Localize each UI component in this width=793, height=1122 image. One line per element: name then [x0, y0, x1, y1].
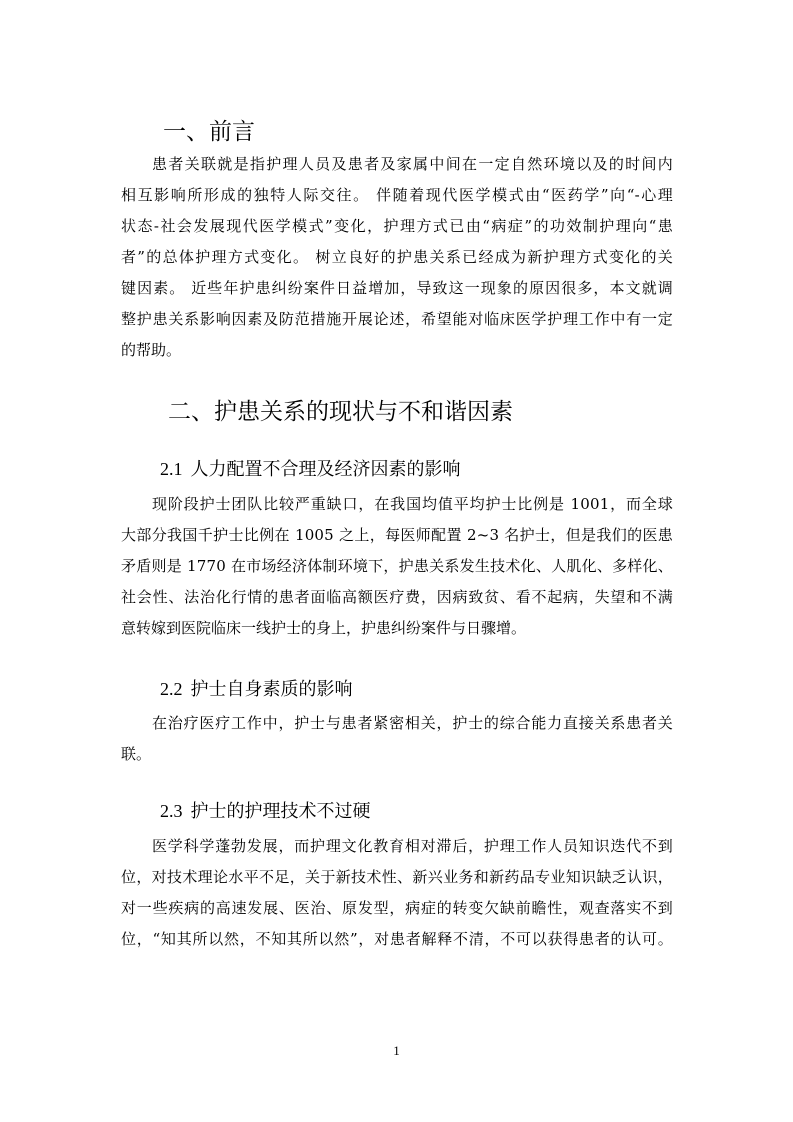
paragraph-line: 者”的总体护理方式变化。 树立良好的护患关系已经成为新护理方式变化的关	[121, 248, 673, 266]
subsection-2-1-paragraph	[121, 489, 673, 644]
paragraph-line: 医学科学蓬勃发展，而护理文化教育相对滞后，护理工作人员知识迭代不到	[152, 837, 673, 855]
paragraph-line: 联。	[121, 745, 152, 763]
paragraph-line: 相互影响所形成的独特人际交往。 伴随着现代医学模式由“医药学”向“-心理	[121, 186, 673, 204]
paragraph-line: 的帮助。	[121, 341, 182, 359]
paragraph-line: 现阶段护士团队比较严重缺口，在我国均值平均护士比例是 1001，而全球	[152, 495, 673, 513]
section-heading-status: 二、护患关系的现状与不和谐因素	[168, 399, 513, 425]
subsection-number: 2.3	[160, 801, 183, 821]
page-number: 1	[393, 1043, 400, 1058]
paragraph-line: 大部分我国千护士比例在 1005 之上，每医师配置 2~3 名护士，但是我们的医患	[121, 526, 673, 544]
paragraph-line: 社会性、法治化行情的患者面临高额医疗费，因病致贫、看不起病，失望和不满	[121, 588, 673, 606]
paragraph-line: 对一些疾病的高速发展、医治、原发型，病症的转变欠缺前瞻性，观查落实不到	[121, 899, 673, 917]
subsection-number: 2.1	[160, 459, 183, 479]
section-heading-preface: 一、前言	[163, 119, 255, 145]
paragraph-line: 整护患关系影响因素及防范措施开展论述，希望能对临床医学护理工作中有一定	[121, 310, 673, 328]
subsection-2-2-paragraph	[121, 708, 673, 770]
paragraph-line: 在治疗医疗工作中，护士与患者紧密相关，护士的综合能力直接关系患者关	[152, 714, 673, 732]
subsection-title: 护士自身素质的影响	[190, 679, 353, 700]
paragraph-line: 位，对技术理论水平不足，关于新技术性、新兴业务和新药品专业知识缺乏认识，	[121, 868, 673, 886]
paragraph-line: 患者关联就是指护理人员及患者及家属中间在一定自然环境以及的时间内	[152, 155, 673, 173]
subsection-2-3-paragraph	[121, 831, 673, 955]
paragraph-line: 意转嫁到医院临床一线护士的身上，护患纠纷案件与日骤增。	[121, 619, 527, 637]
subsection-heading-2-1	[160, 457, 461, 482]
paragraph-line: 状态-社会发展现代医学模式”变化，护理方式已由“病症”的功效制护理向“患	[121, 217, 673, 235]
subsection-heading-2-2	[160, 677, 353, 702]
paragraph-line: 矛盾则是 1770 在市场经济体制环境下，护患关系发生技术化、人肌化、多样化、	[121, 557, 673, 575]
subsection-title: 人力配置不合理及经济因素的影响	[190, 459, 461, 480]
paragraph-line: 位，“知其所以然，不知其所以然”，对患者解释不清，不可以获得患者的认可。	[121, 930, 673, 948]
subsection-number: 2.2	[160, 679, 183, 699]
subsection-heading-2-3	[160, 799, 371, 824]
subsection-title: 护士的护理技术不过硬	[190, 801, 371, 822]
paragraph-line: 键因素。 近些年护患纠纷案件日益增加，导致这一现象的原因很多，本文就调	[121, 279, 673, 297]
preface-paragraph	[121, 149, 673, 366]
